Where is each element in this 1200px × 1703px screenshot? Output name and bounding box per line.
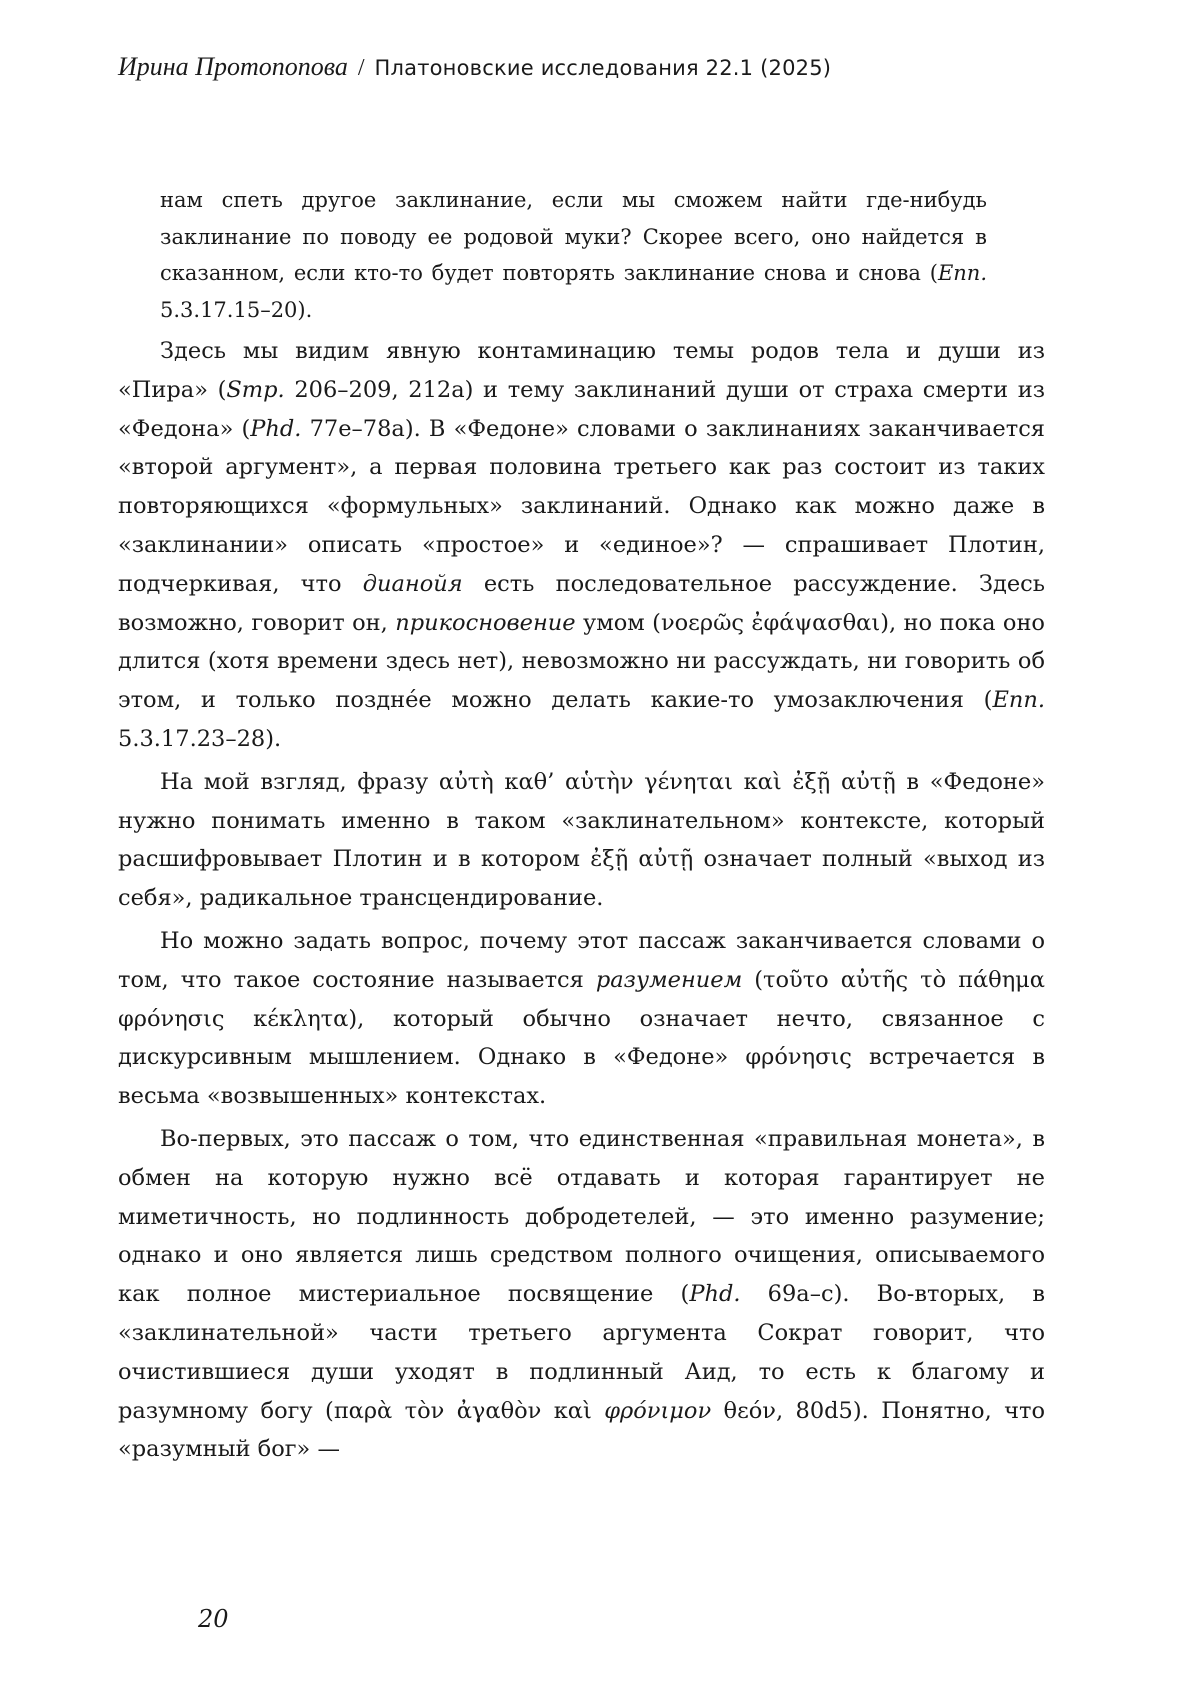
paragraph-text: Здесь мы видим явную контаминацию темы родов тела и души из «Пира» ( [118, 338, 1045, 403]
emphasis-term: дианойя [362, 570, 463, 597]
emphasis-term: разумением [595, 966, 743, 993]
page-number: 20 [198, 1605, 229, 1633]
citation-work: Phd. [250, 415, 302, 442]
paragraph-text: умом (νοερῶς ἐφάψασθαι), но пока оно длится (хотя времени здесь нет), невозможно ни рассуждать, ни говорить об этом, и только позднéе можно делать какие-то умозаключения ( [118, 609, 1045, 714]
running-head [118, 52, 831, 82]
paragraph-text: (τοῦτο αὐτῆς τὸ πάθημα φρόνησις κέκλητα), который обычно означает нечто, связанное с дискурсивным мышлением. Однако в «Федоне» φρόνησις встречается в весьма «возвышенных» контекстах. [118, 966, 1045, 1110]
header-separator: / [357, 55, 365, 81]
paragraph-text: 77e–78a). В «Федоне» словами о заклинаниях заканчивается «второй аргумент», а первая половина третьего как раз состоит из таких повторяющихся «формульных» заклинаний. Однако как можно даже в «заклинании» описать «простое» и «единое»? — спрашивает Плотин, подчеркивая, что [118, 415, 1045, 597]
author-name: Ирина Протопопова [118, 52, 348, 81]
emphasis-term: прикосновение [395, 609, 576, 636]
paragraph-text: 206–209, 212a) и тему заклинаний души от страха смерти из «Федона» ( [118, 376, 1045, 442]
paragraph-text: Во-первых, это пассаж о том, что единственная «правильная монета», в обмен на которую нужно всё отдавать и которая гарантирует не миметичность, но подлинность добродетелей, — это именно разумение; однако и оно является лишь средством полного очищения, описываемого как полное мистериальное посвящение ( [118, 1125, 1045, 1308]
paragraph-4 [118, 1120, 1045, 1469]
block-quote [160, 182, 987, 328]
citation-work: Enn. [992, 687, 1045, 714]
emphasis-term: φρόνιμον [604, 1397, 712, 1424]
quote-text: нам спеть другое заклинание, если мы сможем найти где-нибудь заклинание по поводу ее родовой муки? Скорее всего, оно найдется в сказанном, если кто-то будет повторять заклинание снова и снова ( [160, 188, 987, 285]
paragraph-1 [118, 332, 1045, 759]
paragraph-text: есть последовательное рассуждение. Здесь возможно, говорит он, [118, 570, 1046, 636]
quote-ref-work: Enn. [937, 261, 987, 285]
paragraph-text: Но можно задать вопрос, почему этот пассаж заканчивается словами о том, что такое состояние называется [118, 927, 1045, 993]
paragraph-2 [118, 763, 1045, 918]
paragraph-text: θεόν, 80d5). Понятно, что «разумный бог» — [118, 1397, 1045, 1463]
paragraph-text: 5.3.17.23–28). [118, 725, 282, 752]
citation-work: Phd. [689, 1281, 741, 1308]
article-body [118, 182, 1045, 1469]
journal-title: Платоновские исследования 22.1 (2025) [374, 56, 832, 80]
paragraph-text: 69a–c). Во-вторых, в «заклинательной» части третьего аргумента Сократ говорит, что очистившиеся души уходят в подлинный Аид, то есть к благому и разумному богу (παρὰ τὸν ἀγαθὸν καὶ [118, 1281, 1045, 1424]
citation-work: Smp. [226, 376, 285, 403]
paragraph-text: На мой взгляд, фразу αὐτὴ καθ’ αὑτὴν γένηται καὶ ἐξῇ αὐτῇ в «Федоне» нужно понимать именно в таком «заклинательном» контексте, который расшифровывает Плотин и в котором ἐξῇ αὐτῇ означает полный «выход из себя», радикальное трансцендирование. [118, 768, 1045, 912]
quote-ref: 5.3.17.15–20). [160, 297, 313, 322]
paragraph-3 [118, 922, 1045, 1116]
